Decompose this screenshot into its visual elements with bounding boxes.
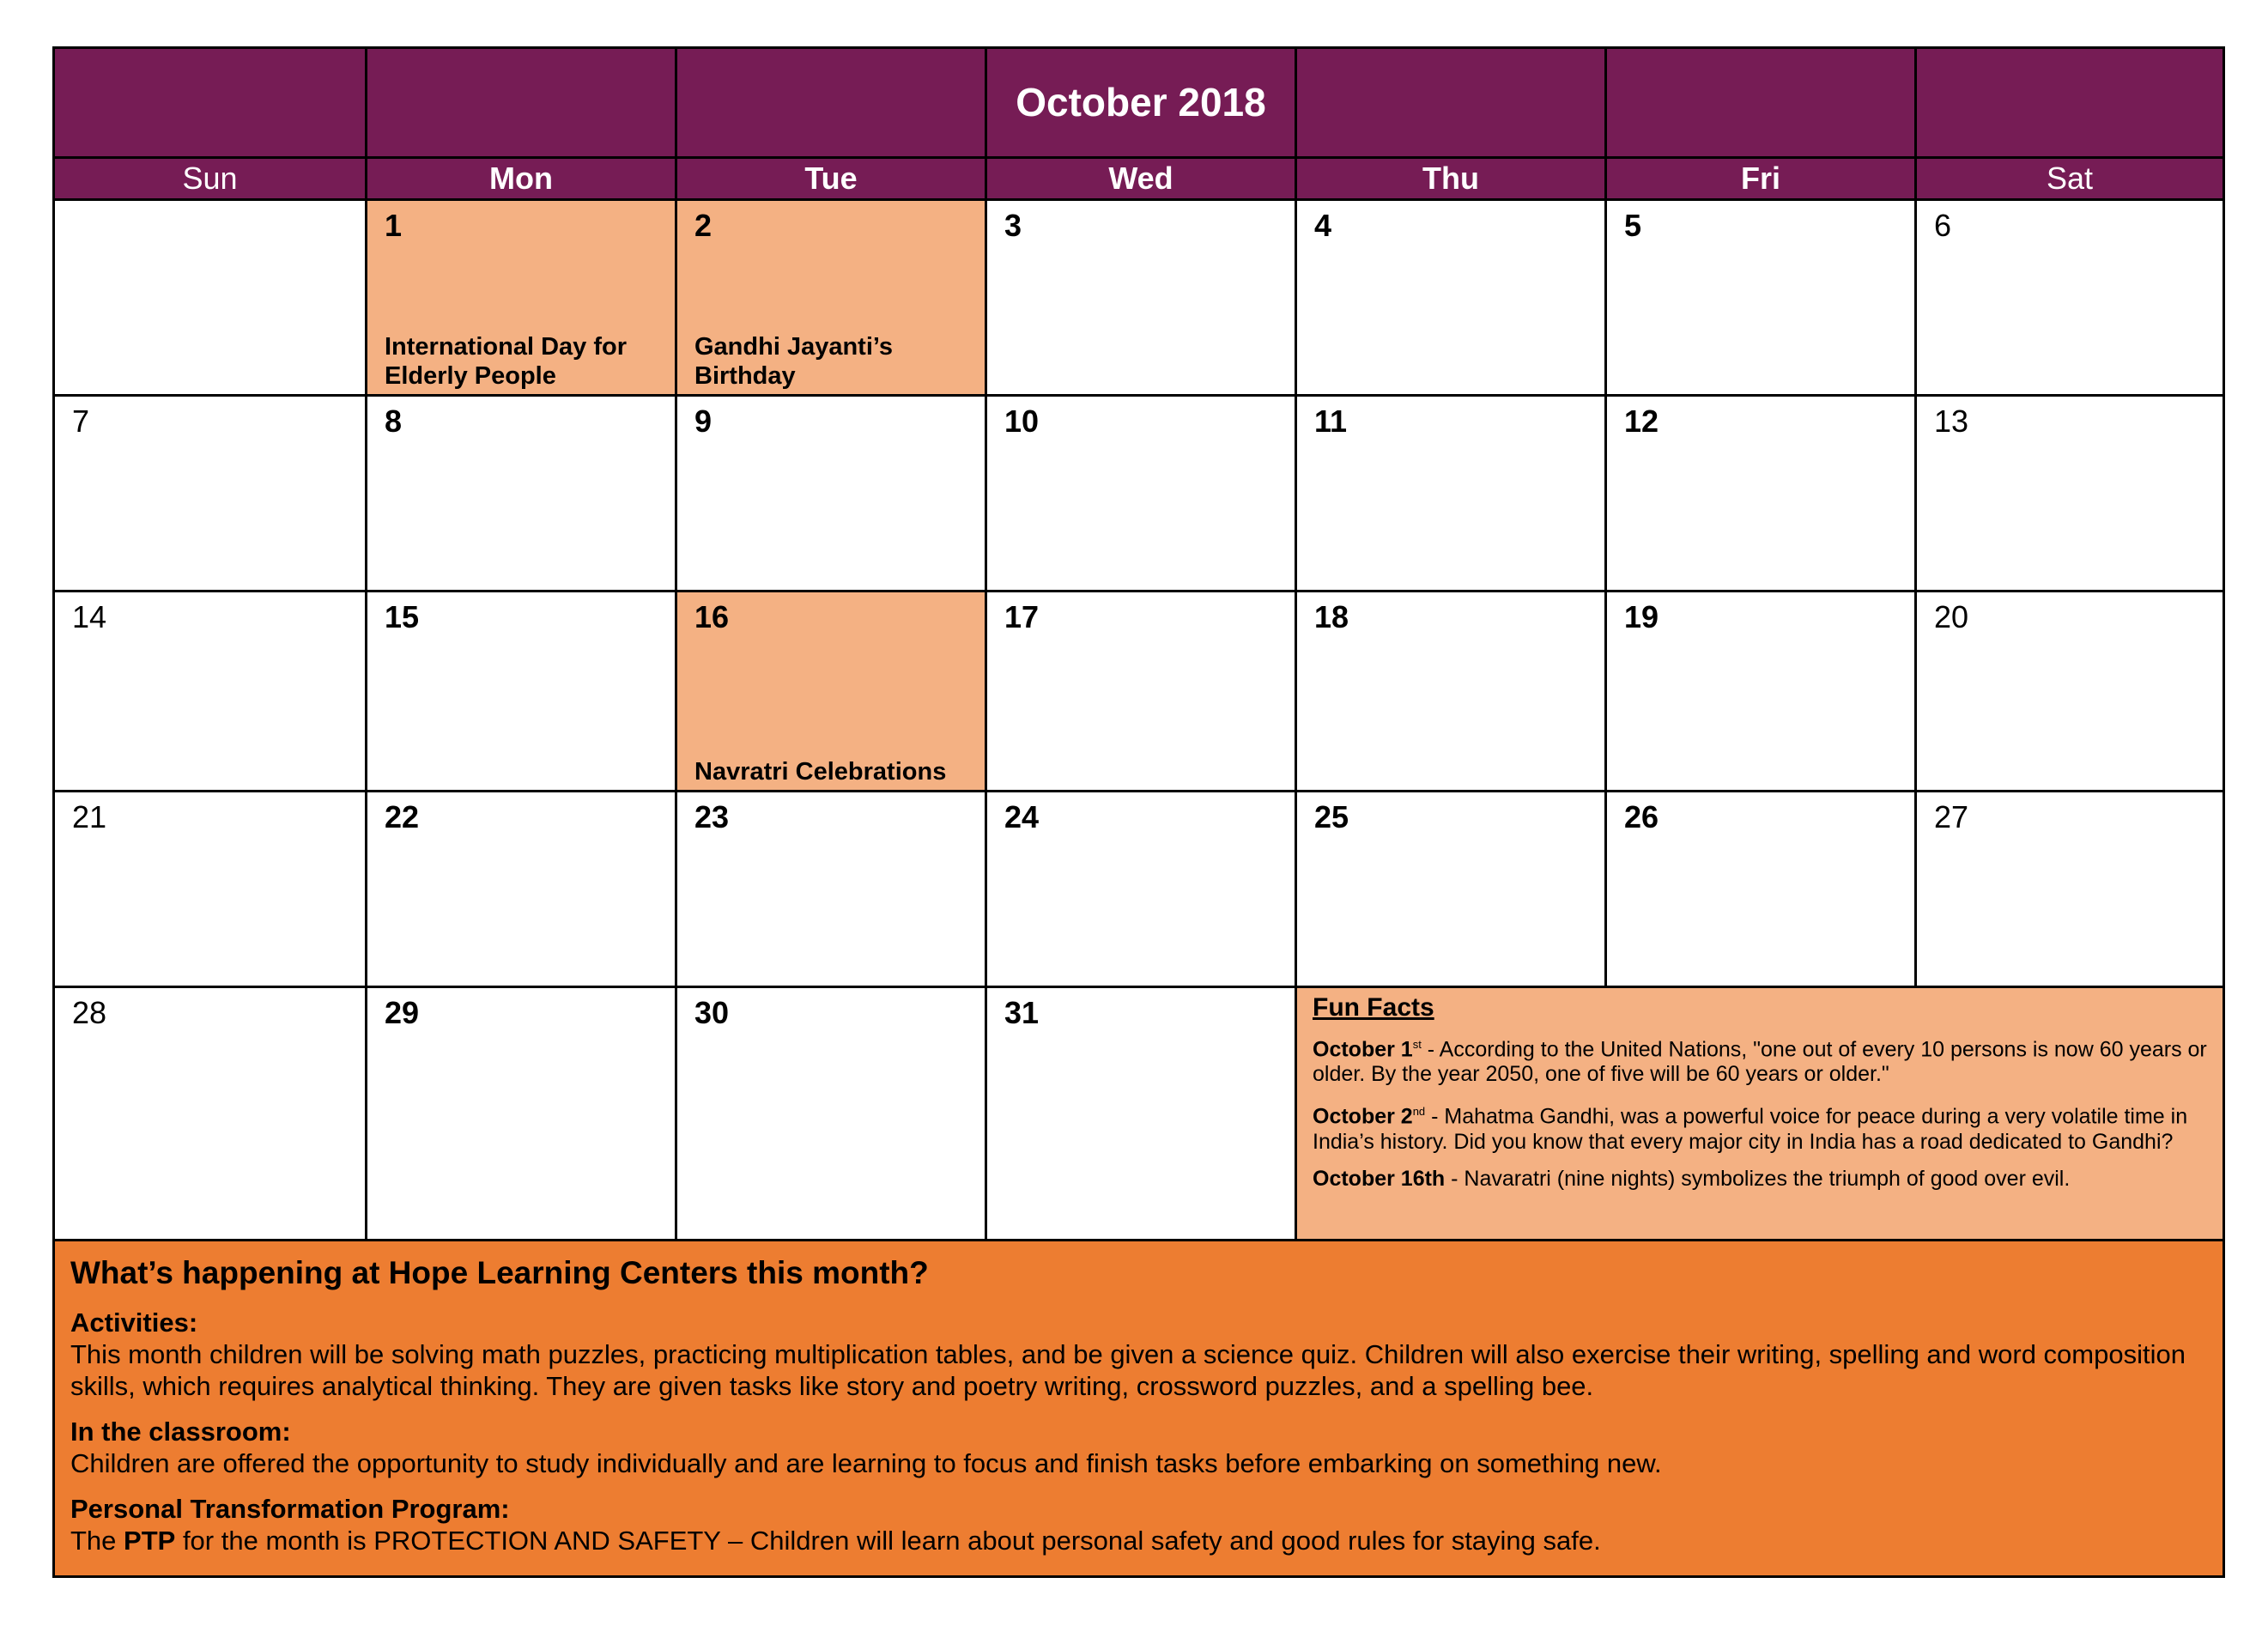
day-cell[interactable] [1607, 201, 1914, 394]
day-number: 19 [1624, 599, 1659, 634]
calendar [52, 46, 2225, 1578]
day-cell[interactable] [55, 792, 365, 986]
day-cell[interactable] [987, 592, 1295, 790]
header-bar-sun [55, 49, 365, 156]
day-number: 1 [385, 208, 403, 243]
header-bar-sat [1917, 49, 2223, 156]
weekday-sat: Sat [1917, 159, 2223, 198]
header-col-divider [985, 49, 987, 201]
day-cell[interactable] [367, 792, 675, 986]
day-number: 25 [1314, 799, 1349, 834]
day-cell[interactable] [1607, 592, 1914, 790]
day-cell[interactable] [55, 201, 365, 394]
day-cell[interactable] [1297, 201, 1604, 394]
classroom-title: In the classroom: [70, 1417, 291, 1447]
fun-fact-item [1313, 1099, 2207, 1154]
classroom-text: Children are offered the opportunity to study individually and are learning to focus and finish tasks before embarking on something new. [70, 1448, 1662, 1478]
ptp-acronym: PTP [124, 1526, 176, 1556]
day-number: 7 [72, 403, 90, 439]
day-number: 14 [72, 599, 107, 634]
day-cell[interactable] [677, 201, 985, 394]
happening-panel [55, 1241, 2223, 1575]
day-cell[interactable] [1917, 201, 2223, 394]
activities-text: This month children will be solving math puzzles, practicing multiplication tables, and be given a science quiz. Children will also exercise their writing, spelling and word composition skills, which requires analytical thinking. They are given tasks like story and poetry writing, crossword puzzles, and a spelling bee. [70, 1339, 2186, 1401]
day-cell[interactable] [677, 592, 985, 790]
fun-facts-list [1313, 1032, 2207, 1192]
fun-fact-text: - According to the United Nations, "one out of every 10 persons is now 60 years or older. By the year 2050, one of five will be 60 years or older." [1313, 1037, 2207, 1087]
day-number: 20 [1934, 599, 1969, 634]
weekday-sun: Sun [55, 159, 365, 198]
day-cell[interactable] [1607, 397, 1914, 590]
day-number: 27 [1934, 799, 1969, 834]
day-number: 16 [694, 599, 730, 634]
day-number: 13 [1934, 403, 1969, 439]
day-number: 26 [1624, 799, 1659, 834]
day-number: 5 [1624, 208, 1642, 243]
day-cell[interactable] [987, 397, 1295, 590]
header-col-divider [1604, 49, 1607, 201]
ptp-pre: The [70, 1526, 124, 1556]
fun-fact-suffix: nd [1412, 1105, 1426, 1119]
fun-facts-title: Fun Facts [1313, 993, 1434, 1022]
activities-section [70, 1307, 2207, 1402]
ptp-text [70, 1525, 2207, 1556]
day-cell[interactable] [1917, 397, 2223, 590]
day-number: 12 [1624, 403, 1659, 439]
fun-fact-item [1313, 1167, 2207, 1192]
fun-fact-item [1313, 1032, 2207, 1087]
fun-fact-suffix: st [1412, 1038, 1422, 1051]
fun-fact-date: October 2 [1313, 1104, 1413, 1129]
header-col-divider [1295, 49, 1297, 201]
day-cell[interactable] [1297, 792, 1604, 986]
day-number: 24 [1004, 799, 1040, 834]
day-cell[interactable] [367, 397, 675, 590]
day-cell[interactable] [677, 397, 985, 590]
day-cell[interactable] [677, 792, 985, 986]
weekday-tue: Tue [677, 159, 985, 198]
day-number: 31 [1004, 995, 1040, 1030]
day-number: 9 [694, 403, 713, 439]
day-cell[interactable] [987, 201, 1295, 394]
day-cell[interactable] [1917, 592, 2223, 790]
day-event: Navratri Celebrations [694, 758, 947, 786]
header-col-divider [675, 49, 677, 201]
day-number: 18 [1314, 599, 1349, 634]
day-event: International Day for Elderly People [385, 333, 627, 390]
ptp-body: for the month is PROTECTION AND SAFETY – Children will learn about personal safety and good rules for staying safe. [175, 1526, 1601, 1556]
day-cell[interactable] [367, 592, 675, 790]
header-divider [55, 156, 2223, 159]
classroom-section [70, 1416, 2207, 1479]
day-number: 22 [385, 799, 420, 834]
day-number: 30 [694, 995, 730, 1030]
header-col-divider [365, 49, 367, 201]
day-cell[interactable] [677, 988, 985, 1239]
weekday-fri: Fri [1607, 159, 1914, 198]
day-cell[interactable] [987, 792, 1295, 986]
activities-title: Activities: [70, 1307, 198, 1338]
day-number: 4 [1314, 208, 1332, 243]
day-cell[interactable] [55, 592, 365, 790]
day-number: 3 [1004, 208, 1022, 243]
day-event: Gandhi Jayanti’s Birthday [694, 333, 893, 390]
day-cell[interactable] [367, 201, 675, 394]
day-number: 29 [385, 995, 420, 1030]
fun-fact-date: October 16th [1313, 1166, 1446, 1191]
day-number: 6 [1934, 208, 1952, 243]
header-col-divider [1914, 49, 1917, 201]
day-number: 11 [1314, 403, 1348, 439]
ptp-section [70, 1493, 2207, 1556]
fun-facts-panel [1297, 988, 2223, 1239]
day-number: 28 [72, 995, 107, 1030]
happening-heading: What’s happening at Hope Learning Centers this month? [70, 1255, 929, 1290]
day-cell[interactable] [1297, 592, 1604, 790]
day-cell[interactable] [987, 988, 1295, 1239]
fun-fact-text: - Mahatma Gandhi, was a powerful voice for peace during a very volatile time in India’s history. Did you know that every major city in India has a road dedicated to Gandhi? [1313, 1104, 2188, 1154]
day-number: 10 [1004, 403, 1040, 439]
day-number: 2 [694, 208, 713, 243]
day-number: 15 [385, 599, 420, 634]
day-cell[interactable] [367, 988, 675, 1239]
day-number: 8 [385, 403, 403, 439]
day-cell[interactable] [1917, 792, 2223, 986]
day-number: 21 [72, 799, 107, 834]
day-cell[interactable] [1607, 792, 1914, 986]
fun-fact-date: October 1 [1313, 1037, 1413, 1062]
calendar-title: October 2018 [1016, 80, 1266, 124]
weekday-wed: Wed [987, 159, 1295, 198]
ptp-title: Personal Transformation Program: [70, 1494, 510, 1524]
day-cell[interactable] [55, 397, 365, 590]
day-cell[interactable] [1297, 397, 1604, 590]
day-number: 23 [694, 799, 730, 834]
weekday-thu: Thu [1297, 159, 1604, 198]
day-cell[interactable] [55, 988, 365, 1239]
fun-fact-text: - Navaratri (nine nights) symbolizes the triumph of good over evil. [1445, 1166, 2071, 1191]
weekday-mon: Mon [367, 159, 675, 198]
day-number: 17 [1004, 599, 1040, 634]
